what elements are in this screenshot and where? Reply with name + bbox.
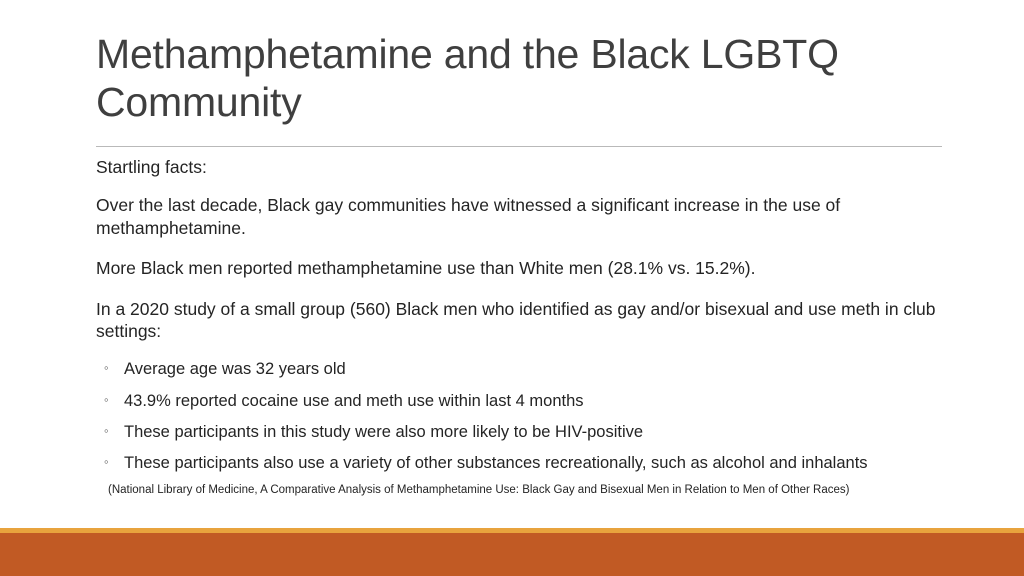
bullet-marker-icon: ◦ <box>104 360 109 376</box>
bullet-marker-icon: ◦ <box>104 454 109 470</box>
list-item <box>96 390 946 412</box>
list-item <box>96 358 946 380</box>
bullet-marker-icon: ◦ <box>104 391 109 407</box>
paragraph-1: Over the last decade, Black gay communities have witnessed a significant increase in the use of methamphetamine. <box>96 195 841 238</box>
page-title: Methamphetamine and the Black LGBTQ Community <box>96 31 839 126</box>
footer-band <box>0 528 1024 576</box>
paragraph-3: In a 2020 study of a small group (560) Black men who identified as gay and/or bisexual and use meth in club settings: <box>96 298 936 341</box>
list-item-label: Average age was 32 years old <box>124 360 346 379</box>
paragraph-2: More Black men reported methamphetamine use than White men (28.1% vs. 15.2%). <box>96 258 756 279</box>
list-item-label: These participants also use a variety of other substances recreationally, such as alcohol and inhalants <box>124 454 868 473</box>
intro-text: Startling facts: <box>96 157 207 177</box>
bullet-list <box>96 358 946 474</box>
source-citation: (National Library of Medicine, A Comparative Analysis of Methamphetamine Use: Black Gay and Bisexual Men in Relation to Men of Other Races) <box>108 484 850 497</box>
list-item <box>96 452 946 474</box>
list-item <box>96 421 946 443</box>
list-item-label: 43.9% reported cocaine use and meth use within last 4 months <box>124 391 584 410</box>
body-content <box>96 156 946 498</box>
footer-accent-line <box>0 528 1024 533</box>
list-item-label: These participants in this study were also more likely to be HIV-positive <box>124 422 644 441</box>
title-block <box>96 30 942 127</box>
bullet-marker-icon: ◦ <box>104 422 109 438</box>
title-divider <box>96 146 942 147</box>
